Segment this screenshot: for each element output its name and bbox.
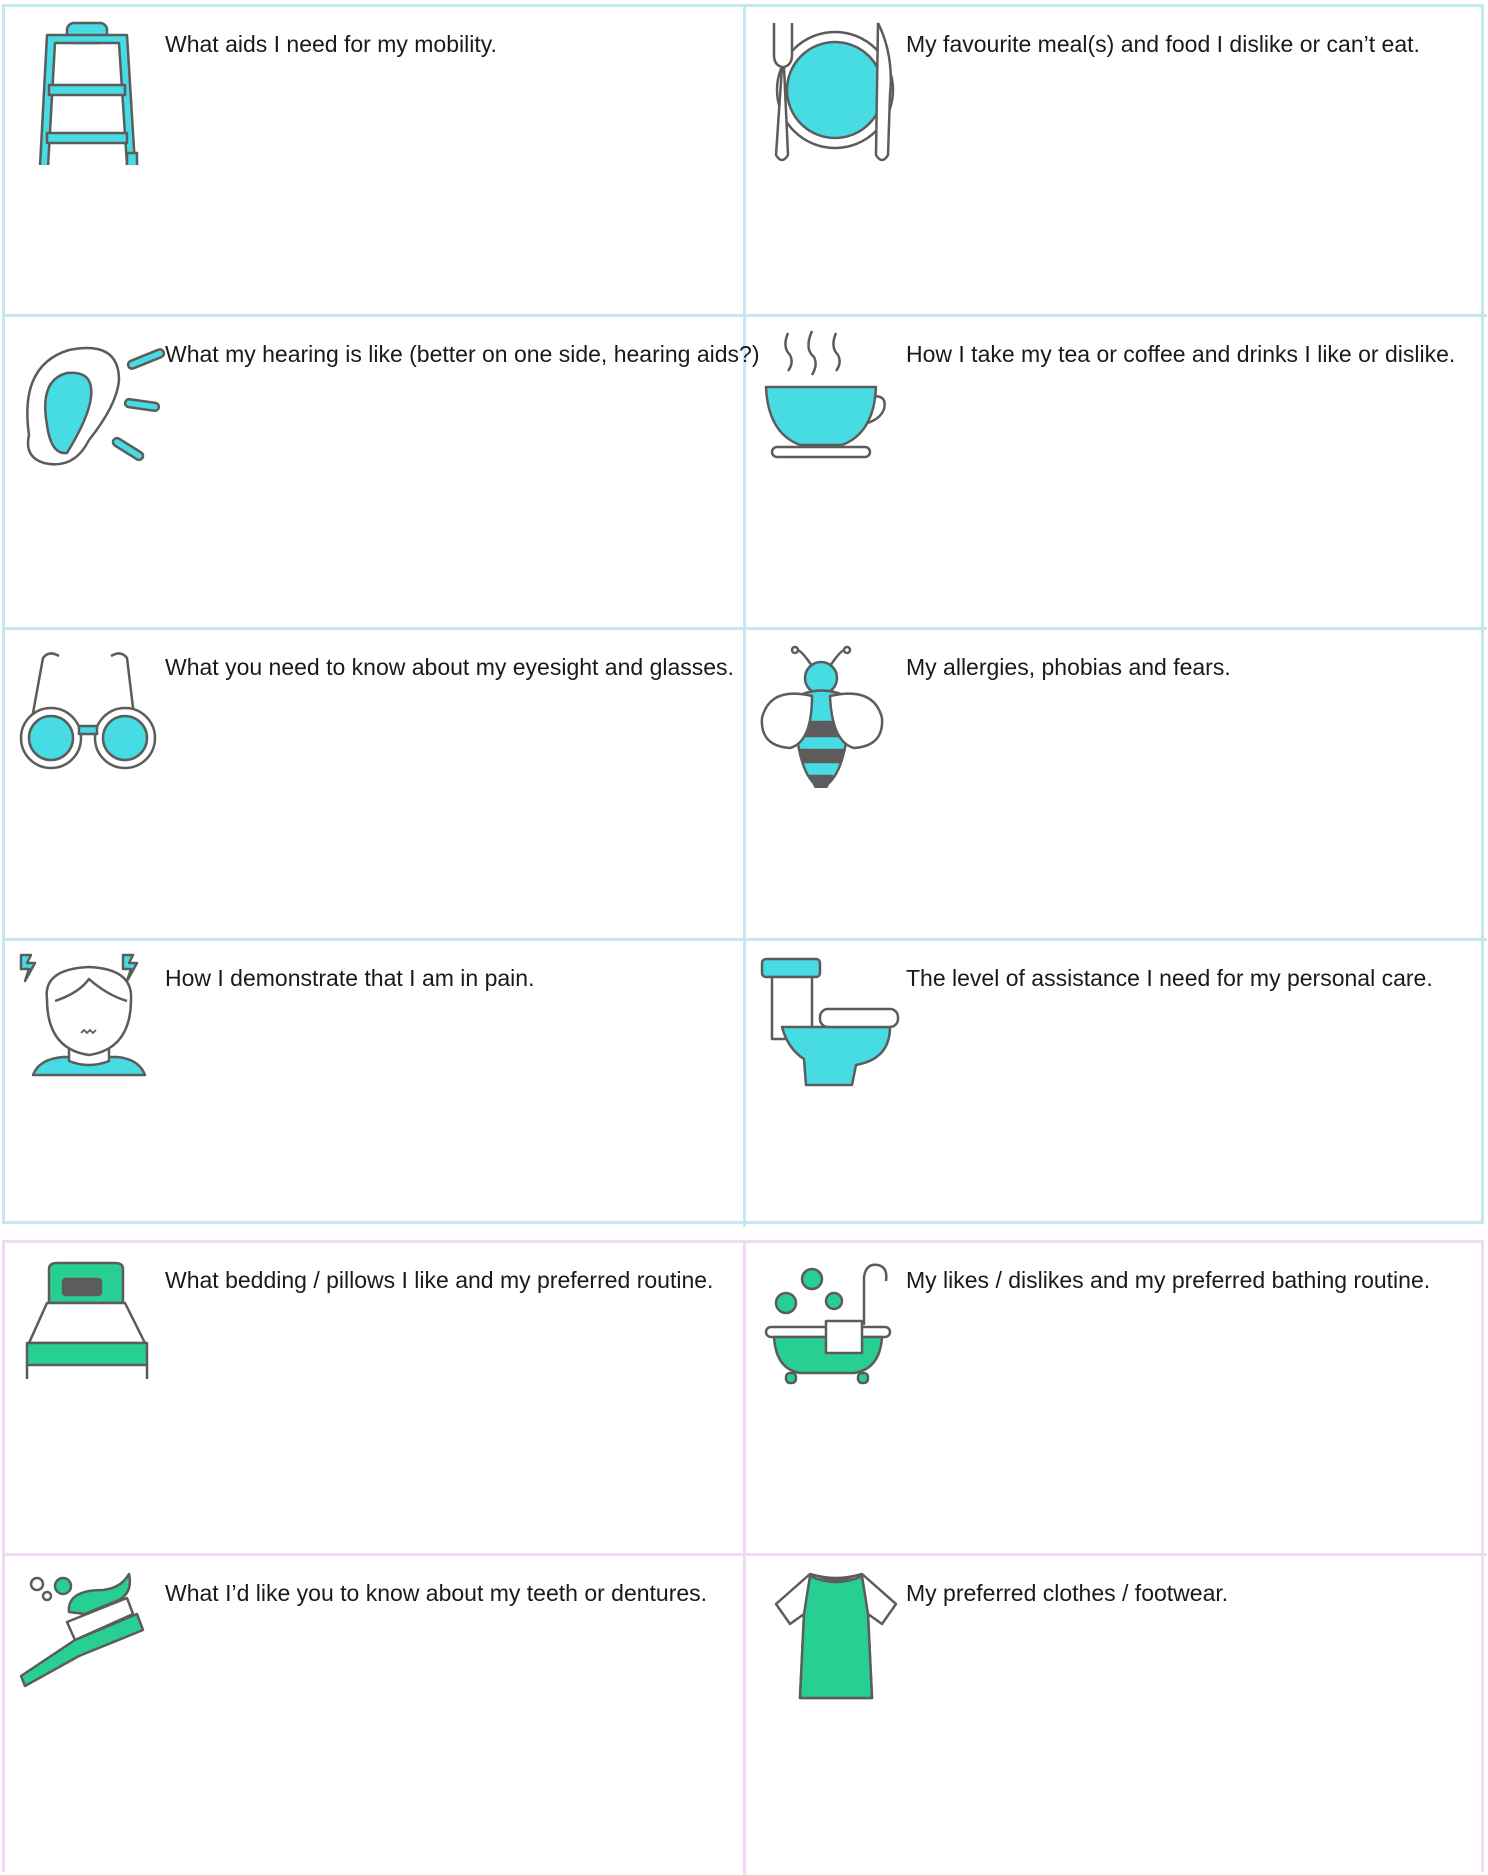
allergies-cell [746, 630, 1487, 941]
ear-icon [19, 325, 169, 475]
pain-cell [5, 941, 746, 1227]
hearing-cell [5, 317, 760, 630]
routine-preferences-grid [2, 1240, 1484, 1872]
health-needs-grid [2, 4, 1484, 1224]
personal-care-text: The level of assistance I need for my personal care. [906, 965, 1433, 991]
food-cell [746, 7, 1487, 317]
clothes-cell [746, 1556, 1487, 1875]
glasses-icon [19, 638, 169, 788]
person-in-pain-icon [19, 949, 169, 1099]
toilet-icon [760, 949, 910, 1099]
bedding-text: What bedding / pillows I like and my preferred routine. [165, 1267, 714, 1293]
mobility-text: What aids I need for my mobility. [165, 31, 497, 57]
eyesight-text: What you need to know about my eyesight and glasses. [165, 654, 734, 680]
bathtub-icon [760, 1251, 910, 1401]
clothes-text: My preferred clothes / footwear. [906, 1580, 1229, 1606]
drinks-cell [746, 317, 1487, 630]
tshirt-icon [760, 1564, 910, 1714]
bathing-cell [746, 1243, 1487, 1556]
walking-frame-icon [19, 15, 169, 165]
eyesight-cell [5, 630, 746, 941]
food-text: My favourite meal(s) and food I dislike or can’t eat. [906, 31, 1420, 57]
bee-icon [760, 638, 910, 788]
personal-care-cell [746, 941, 1487, 1227]
drinks-text: How I take my tea or coffee and drinks I like or dislike. [906, 341, 1456, 367]
teeth-text: What I’d like you to know about my teeth or dentures. [165, 1580, 708, 1606]
teacup-icon [760, 325, 910, 475]
pain-text: How I demonstrate that I am in pain. [165, 965, 535, 991]
bathing-text: My likes / dislikes and my preferred bathing routine. [906, 1267, 1431, 1293]
plate-cutlery-icon [760, 15, 910, 165]
mobility-cell [5, 7, 746, 317]
hearing-text: What my hearing is like (better on one side, hearing aids?) [165, 341, 760, 367]
teeth-cell [5, 1556, 746, 1875]
toothbrush-icon [19, 1564, 169, 1714]
allergies-text: My allergies, phobias and fears. [906, 654, 1231, 680]
bedding-cell [5, 1243, 746, 1556]
bed-icon [19, 1251, 169, 1401]
